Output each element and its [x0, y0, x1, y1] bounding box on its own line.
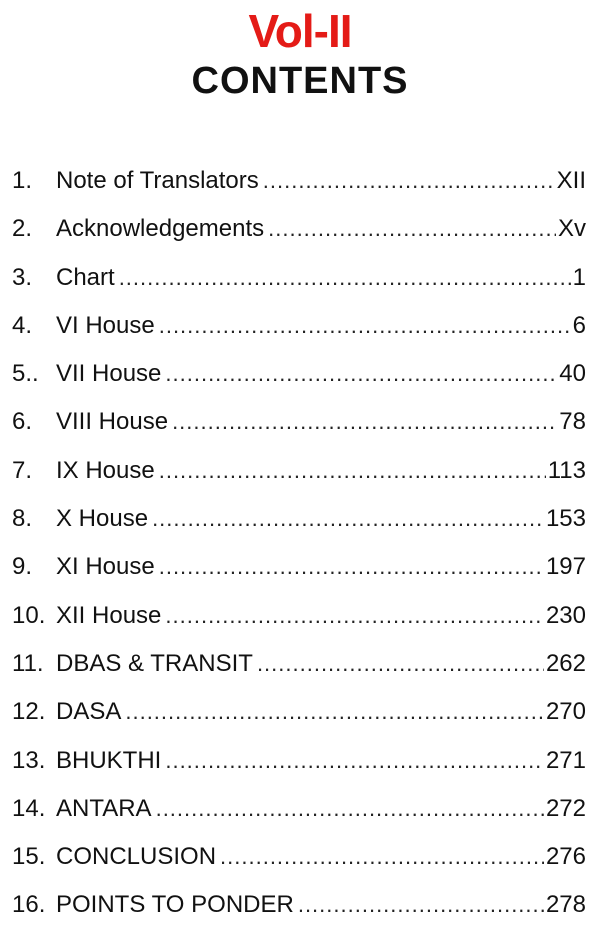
toc-entry-line — [56, 214, 586, 244]
dot-leader — [257, 649, 544, 679]
toc-entry — [0, 691, 600, 739]
toc-entry-page: 278 — [545, 891, 586, 919]
dot-leader — [165, 359, 557, 389]
toc-entry-title: XII House — [56, 601, 162, 629]
dot-leader — [220, 842, 544, 872]
toc-entry-title: XI House — [56, 553, 155, 581]
toc-entry-page: 271 — [545, 746, 586, 774]
toc-entry-page: 270 — [545, 698, 586, 726]
toc-entry-page: Xv — [557, 215, 586, 243]
toc-entry-title: DASA — [56, 698, 122, 726]
toc-entry-title: Chart — [56, 263, 115, 291]
toc-entry-number: 15. — [12, 843, 46, 871]
toc-entry-line — [56, 407, 586, 437]
toc-entry — [0, 305, 600, 353]
toc-entry-line — [56, 504, 586, 534]
toc-entry-title: VII House — [56, 360, 162, 388]
toc-entry-line — [56, 746, 586, 776]
toc-entry-number: 8. — [12, 505, 33, 533]
toc-entry-line — [56, 601, 586, 631]
toc-entry-number: 1. — [12, 167, 33, 194]
toc-entry — [0, 836, 600, 884]
toc-entry — [0, 450, 600, 498]
toc-entry-number: 12. — [12, 698, 46, 726]
toc-entry-number: 5.. — [12, 360, 39, 388]
toc-entry-title: VI House — [56, 311, 155, 339]
toc-entry-page: 230 — [545, 601, 586, 629]
dot-leader — [156, 794, 544, 824]
toc-entry — [0, 595, 600, 643]
toc-entry-title: IX House — [56, 456, 155, 484]
toc-entry-title: ANTARA — [56, 794, 152, 822]
toc-entry — [0, 643, 600, 691]
toc-entry — [0, 160, 600, 208]
dot-leader — [263, 166, 555, 196]
toc-entry — [0, 208, 600, 256]
toc-entry-page: 6 — [572, 311, 586, 339]
dot-leader — [165, 746, 544, 776]
contents-heading: CONTENTS — [191, 60, 409, 102]
toc-entry-line — [56, 649, 586, 679]
toc-entry-title: POINTS TO PONDER — [56, 891, 294, 919]
dot-leader — [119, 263, 571, 293]
toc-entry — [0, 788, 600, 836]
toc-entry-line — [56, 697, 586, 727]
toc-entry-title: X House — [56, 505, 149, 533]
toc-entry-number: 14. — [12, 794, 46, 822]
toc-entry-number: 11. — [12, 649, 44, 677]
dot-leader — [159, 456, 546, 486]
dot-leader — [152, 504, 544, 534]
volume-title: Vol-II — [248, 5, 352, 57]
dot-leader — [165, 601, 544, 631]
table-of-contents — [0, 160, 600, 933]
toc-entry-page: 197 — [545, 553, 586, 581]
toc-entry — [0, 498, 600, 546]
toc-entry-line — [56, 166, 586, 196]
toc-entry-line — [56, 794, 586, 824]
dot-leader — [172, 407, 557, 437]
toc-entry-line — [56, 311, 586, 341]
toc-entry-number: 9. — [12, 553, 33, 581]
toc-entry-line — [56, 552, 586, 582]
toc-entry-title: BHUKTHI — [56, 746, 162, 774]
toc-entry-number: 13. — [12, 746, 46, 774]
dot-leader — [125, 697, 544, 727]
toc-entry-number: 2. — [12, 215, 33, 243]
toc-entry-title: Acknowledgements — [56, 215, 265, 243]
toc-entry-page: 276 — [545, 843, 586, 871]
toc-entry-line — [56, 890, 586, 920]
toc-entry-title: CONCLUSION — [56, 843, 217, 871]
toc-entry-page: XII — [556, 167, 586, 194]
toc-entry — [0, 546, 600, 594]
toc-entry-title: VIII House — [56, 408, 169, 436]
toc-entry-number: 7. — [12, 456, 33, 484]
dot-leader — [298, 890, 544, 920]
dot-leader — [268, 214, 556, 244]
toc-entry — [0, 884, 600, 932]
toc-entry-line — [56, 263, 586, 293]
dot-leader — [159, 552, 544, 582]
toc-entry — [0, 257, 600, 305]
dot-leader — [159, 311, 571, 341]
toc-entry-page: 113 — [547, 456, 586, 484]
toc-entry-number: 6. — [12, 408, 33, 436]
toc-entry — [0, 401, 600, 449]
toc-entry-number: 3. — [12, 263, 33, 291]
toc-entry-number: 4. — [12, 311, 33, 339]
toc-entry-page: 1 — [572, 263, 586, 291]
toc-entry-line — [56, 456, 586, 486]
toc-entry-number: 16. — [12, 891, 46, 919]
toc-entry-number: 10. — [12, 601, 46, 629]
toc-entry-line — [56, 359, 586, 389]
toc-entry — [0, 353, 600, 401]
toc-entry-title: Note of Translators — [56, 167, 259, 194]
toc-entry-line — [56, 842, 586, 872]
toc-entry-page: 40 — [559, 360, 586, 388]
toc-entry-page: 272 — [545, 794, 586, 822]
toc-entry-title: DBAS & TRANSIT — [56, 649, 253, 677]
toc-entry-page: 153 — [545, 505, 586, 533]
toc-entry — [0, 740, 600, 788]
toc-entry-page: 78 — [559, 408, 586, 436]
toc-entry-page: 262 — [545, 649, 586, 677]
